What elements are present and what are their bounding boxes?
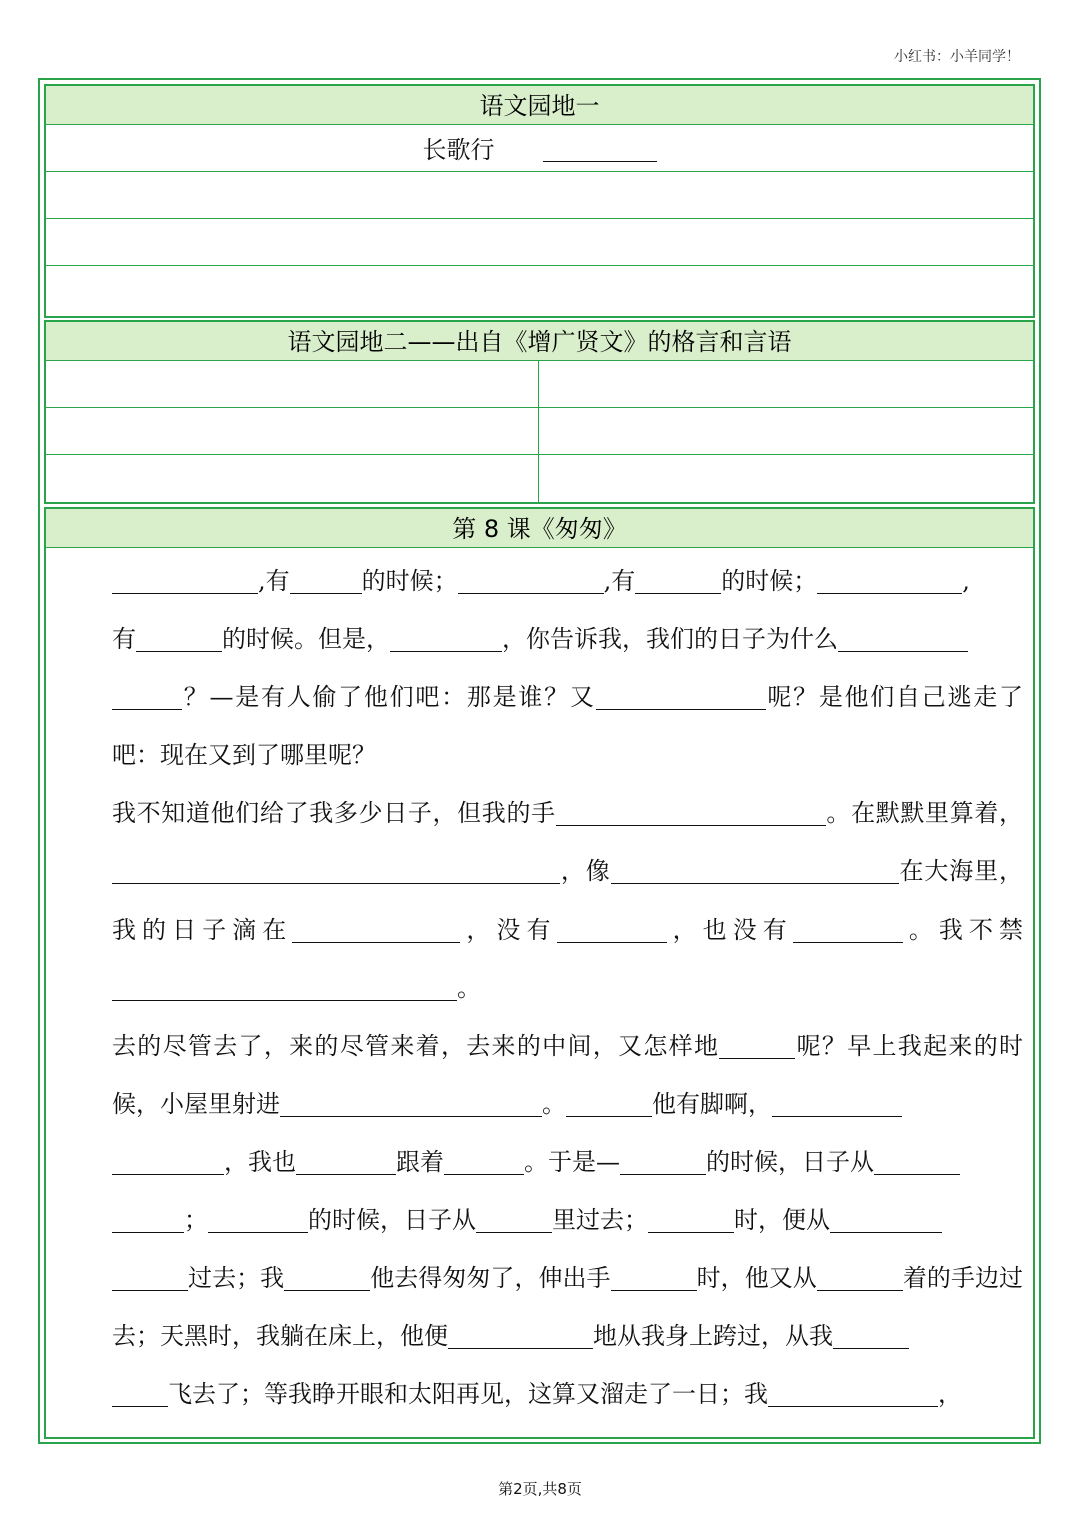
writing-line[interactable] bbox=[46, 172, 1033, 219]
blank[interactable] bbox=[136, 626, 222, 652]
blank[interactable] bbox=[112, 1265, 188, 1291]
page-number: 第2页,共8页 bbox=[498, 1480, 582, 1498]
blank[interactable] bbox=[611, 858, 899, 884]
writing-cell[interactable] bbox=[539, 455, 1033, 502]
section-yuwen-yuandi-2 bbox=[44, 320, 1035, 504]
blank[interactable] bbox=[874, 1149, 960, 1175]
section-lesson-8 bbox=[44, 507, 1035, 1439]
blank[interactable] bbox=[793, 916, 903, 942]
writing-line[interactable] bbox=[46, 266, 1033, 313]
blank[interactable] bbox=[284, 1265, 370, 1291]
blank[interactable] bbox=[833, 1323, 909, 1349]
blank[interactable] bbox=[817, 568, 962, 594]
watermark: 小红书：小羊同学！ bbox=[894, 49, 1020, 65]
author-blank[interactable] bbox=[543, 137, 657, 162]
blank[interactable] bbox=[112, 684, 182, 710]
blank[interactable] bbox=[112, 974, 457, 1000]
blank[interactable] bbox=[611, 1265, 697, 1291]
section-title: 语文园地二——出自《增广贤文》的格言和言语 bbox=[46, 322, 1033, 361]
blank[interactable] bbox=[648, 1207, 734, 1233]
blank[interactable] bbox=[458, 568, 604, 594]
paragraph-1: ,有 的时候； ,有 的时候； , 有 的时候。但是， ，你告诉我，我们的日子为什么 ？—是有人偷了他们吧：那是谁？又 呢？是他们自己逃走了吧：现在又到了哪里呢？ bbox=[112, 567, 1024, 770]
section-yuwen-yuandi-1 bbox=[44, 84, 1035, 318]
writing-row bbox=[46, 361, 1033, 408]
blank[interactable] bbox=[596, 684, 766, 710]
writing-row bbox=[46, 455, 1033, 502]
blank[interactable] bbox=[635, 568, 721, 594]
blank[interactable] bbox=[296, 1149, 396, 1175]
blank[interactable] bbox=[768, 1381, 938, 1407]
fill-in-text bbox=[46, 548, 1033, 1423]
writing-cell[interactable] bbox=[46, 408, 539, 454]
blank[interactable] bbox=[444, 1149, 524, 1175]
writing-cell[interactable] bbox=[539, 408, 1033, 454]
section-title: 语文园地一 bbox=[46, 86, 1033, 125]
poem-title: 长歌行 bbox=[422, 136, 495, 164]
blank[interactable] bbox=[208, 1207, 308, 1233]
writing-cell[interactable] bbox=[46, 361, 539, 407]
blank[interactable] bbox=[448, 1323, 593, 1349]
blank[interactable] bbox=[112, 1381, 168, 1407]
writing-cell[interactable] bbox=[539, 361, 1033, 407]
poem-row bbox=[46, 125, 1033, 172]
blank[interactable] bbox=[719, 1033, 795, 1059]
blank[interactable] bbox=[112, 568, 258, 594]
blank[interactable] bbox=[280, 1091, 542, 1117]
blank[interactable] bbox=[817, 1265, 903, 1291]
blank[interactable] bbox=[290, 568, 362, 594]
blank[interactable] bbox=[112, 858, 560, 884]
blank[interactable] bbox=[620, 1149, 706, 1175]
paragraph-2: 我不知道他们给了我多少日子，但我的手 。在默默里算着，，像 在大海里，我的日子滴在 ，没有 ，也没有 。我不禁。 bbox=[112, 799, 1024, 1002]
blank[interactable] bbox=[390, 626, 502, 652]
blank[interactable] bbox=[566, 1091, 652, 1117]
blank[interactable] bbox=[556, 800, 826, 826]
writing-line[interactable] bbox=[46, 219, 1033, 266]
blank[interactable] bbox=[112, 1149, 224, 1175]
blank[interactable] bbox=[476, 1207, 552, 1233]
paragraph-3: 去的尽管去了，来的尽管来着，去来的中间，又怎样地 呢？早上我起来的时候，小屋里射进 。 他有脚啊， ，我也 跟着 。于是— 的时候，日子从 ； 的时候，日子从 里过去； 时，便从 过去；我 他去得匆匆了，伸出手 时，他又从 着的手边过去；天黑时，我躺在床上，他便 地从我身上跨过，从我 飞去了；等我睁开眼和太阳再见，这算又溜走了一日；我 ， bbox=[112, 1031, 1024, 1409]
blank[interactable] bbox=[292, 916, 460, 942]
blank[interactable] bbox=[772, 1091, 902, 1117]
blank[interactable] bbox=[557, 916, 667, 942]
writing-cell[interactable] bbox=[46, 455, 539, 502]
blank[interactable] bbox=[112, 1207, 184, 1233]
writing-row bbox=[46, 408, 1033, 455]
section-title: 第 8 课《匆匆》 bbox=[46, 509, 1033, 548]
blank[interactable] bbox=[838, 626, 968, 652]
blank[interactable] bbox=[830, 1207, 942, 1233]
